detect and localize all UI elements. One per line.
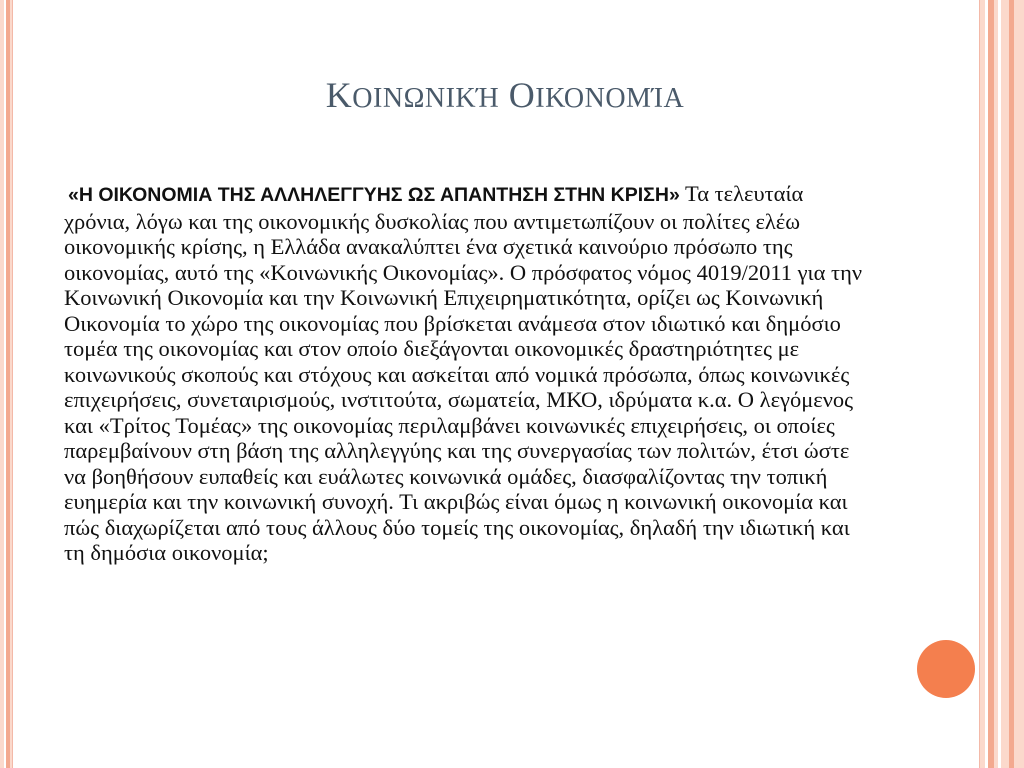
title-rest-2: ΙΚΟΝΟΜΊΑ xyxy=(535,83,685,114)
lead-heading: «Η ΟΙΚΟΝΟΜΙΑ ΤΗΣ ΑΛΛΗΛΕΓΓΥΗΣ ΩΣ ΑΠΑΝΤΗΣΗ ΣΤΗΝ ΚΡΙΣΗ» xyxy=(68,184,680,206)
body-paragraph xyxy=(64,181,874,566)
title-rest-1: ΟΙΝΩΝΙΚΉ xyxy=(352,83,500,114)
right-stripe-8 xyxy=(1014,0,1024,768)
accent-circle xyxy=(917,640,975,698)
slide-title xyxy=(0,74,1010,116)
title-initial-1: Κ xyxy=(325,75,353,115)
title-initial-2: Ο xyxy=(508,75,536,115)
body-text: Τα τελευταία χρόνια, λόγω και της οικονομικής δυσκολίας που αντιμετωπίζουν οι πολίτες ελέω οικονομικής κρίσης, η Ελλάδα ανακαλύπτει ένα σχετικά καινούριο πρόσωπο της οικονομίας, αυτό της «Κοινωνικής Οικονομίας». Ο πρόσφατος νόμος 4019/2011 για την Κοινωνική Οικονομία και την Κοινωνική Επιχειρηματικότητα, ορίζει ως Κοινωνική Οικονομία το χώρο της οικονομίας που βρίσκεται ανάμεσα στον ιδιωτικό και δημόσιο τομέα της οικονομίας και στον οποίο διεξάγονται οικονομικές δραστηριότητες με κοινωνικούς σκοπούς και στόχους και ασκείται από νομικά πρόσωπα, όπως κοινωνικές επιχειρήσεις, συνεταιρισμούς, ινστιτούτα, σωματεία, ΜΚΟ, ιδρύματα κ.α. Ο λεγόμενος και «Τρίτος Τομέας» της οικονομίας περιλαμβάνει κοινωνικές επιχειρήσεις, οι οποίες παρεμβαίνουν στη βάση της αλληλεγγύης και της συνεργασίας των πολιτών, έτσι ώστε να βοηθήσουν ευπαθείς και ευάλωτες κοινωνικά ομάδες, διασφαλίζοντας την τοπική ευημερία και την κοινωνική συνοχή. Τι ακριβώς είναι όμως η κοινωνική οικονομία και πώς διαχωρίζεται από τους άλλους δύο τομείς της οικονομίας, δηλαδή την ιδιωτική και τη δημόσια οικονομία; xyxy=(64,181,863,565)
